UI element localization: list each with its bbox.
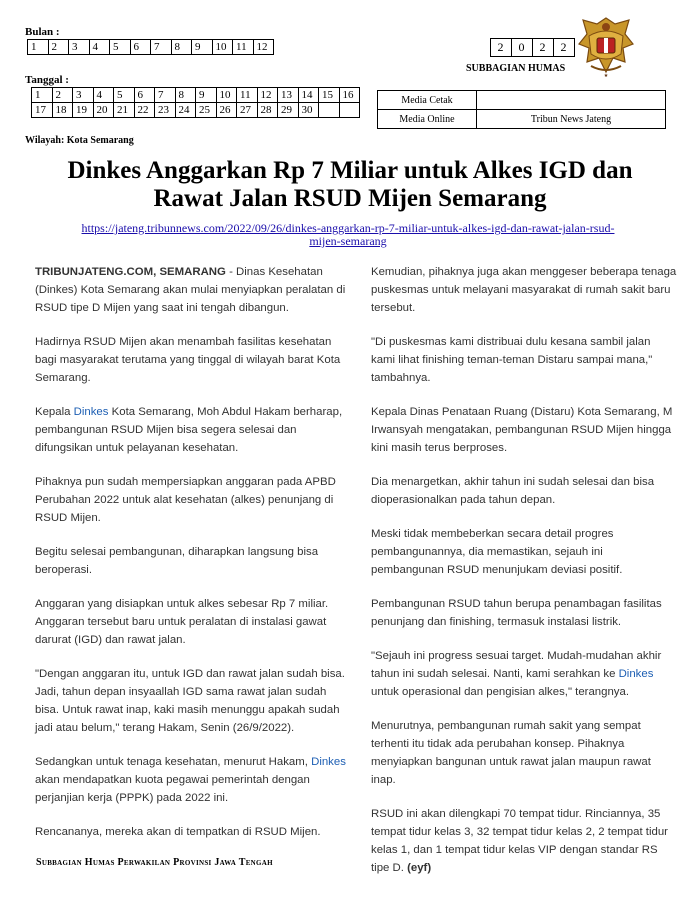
media-online-label: Media Online <box>378 110 477 129</box>
tanggal-label: Tanggal : <box>25 74 69 86</box>
text: Kota Semarang, Moh Abdul Hakam berharap, pembangunan RSUD Mijen bisa segera selesai dan difungsikan untuk pelayanan kesehatan. <box>35 406 343 454</box>
dinkes-link[interactable]: Dinkes <box>311 756 346 768</box>
calendar-cell <box>319 103 340 118</box>
media-cetak-value <box>477 91 666 110</box>
calendar-value: 25 <box>199 104 210 116</box>
paragraph: Anggaran yang disiapkan untuk alkes sebesar Rp 7 miliar. Anggaran tersebut baru untuk peralatan di instalasi gawat darurat (IGD) dan rawat jalan. <box>35 598 329 646</box>
calendar-cell <box>175 88 196 103</box>
paragraph: Rencananya, mereka akan di tempatkan di RSUD Mijen. <box>35 826 321 838</box>
calendar-cell <box>339 103 360 118</box>
calendar-cell <box>130 40 151 55</box>
calendar-value: 23 <box>158 104 169 116</box>
text: untuk operasional dan pengisian alkes," terangnya. <box>371 686 629 698</box>
calendar-cell <box>233 40 254 55</box>
text: Kepala <box>35 406 74 418</box>
day-grid <box>31 87 360 118</box>
calendar-cell <box>32 103 53 118</box>
media-cetak-label: Media Cetak <box>378 91 477 110</box>
article-title <box>40 157 660 213</box>
wilayah-label: Wilayah: Kota Semarang <box>25 135 134 146</box>
calendar-value: 11 <box>236 41 247 53</box>
paragraph: Dia menargetkan, akhir tahun ini sudah selesai dan bisa dioperasionalkan pada tahun depan. <box>371 476 655 506</box>
calendar-value: 24 <box>178 104 190 116</box>
paragraph: "Di puskesmas kami distribuai dulu kesana sambil jalan kami lihat finishing teman-teman Distaru sampai mana," tambahnya. <box>371 336 653 384</box>
media-online-value: Tribun News Jateng <box>477 110 666 129</box>
calendar-cell <box>28 40 49 55</box>
calendar-cell <box>110 40 131 55</box>
paragraph: Begitu selesai pembangunan, diharapkan langsung bisa beroperasi. <box>35 546 319 576</box>
calendar-cell <box>32 88 53 103</box>
svg-text:★: ★ <box>603 73 609 79</box>
calendar-value: 19 <box>76 104 87 116</box>
calendar-cell <box>114 88 135 103</box>
calendar-value: 1 <box>31 41 37 53</box>
paragraph <box>371 805 677 877</box>
calendar-cell <box>69 40 90 55</box>
calendar-cell <box>278 103 299 118</box>
calendar-value: 4 <box>96 89 102 101</box>
year-digit: 0 <box>512 39 533 57</box>
calendar-cell <box>237 103 258 118</box>
calendar-value: 16 <box>342 89 354 101</box>
calendar-cell <box>216 88 237 103</box>
paragraph: Hadirnya RSUD Mijen akan menambah fasilitas kesehatan bagi masyarakat terutama yang tinggal di wilayah barat Kota Semarang. <box>35 336 341 384</box>
calendar-value: 17 <box>35 104 46 116</box>
calendar-value: 21 <box>117 104 128 116</box>
calendar-value: 12 <box>260 89 272 101</box>
calendar-cell <box>73 88 94 103</box>
paragraph: "Dengan anggaran itu, untuk IGD dan rawat jalan sudah bisa. Jadi, tahun depan insyaallah IGD sama rawat jalan sudah bisa. Untuk rawat inap, kaki masih menunggu apakah sudah jadi atau belum," terang Hakam, Senin (26/9/2022). <box>35 668 345 734</box>
media-table <box>377 90 666 129</box>
url-line-2: mijen-semarang <box>309 234 387 248</box>
calendar-cell <box>134 88 155 103</box>
calendar-cell <box>298 88 319 103</box>
year-box <box>490 38 575 57</box>
calendar-cell <box>196 88 217 103</box>
calendar-value: 14 <box>301 89 313 101</box>
dinkes-link[interactable]: Dinkes <box>618 668 654 680</box>
title-line-2: Rawat Jalan RSUD Mijen Semarang <box>153 185 547 212</box>
calendar-value: 29 <box>281 104 292 116</box>
month-grid <box>27 39 274 55</box>
calendar-value: 10 <box>215 41 227 53</box>
calendar-cell <box>151 40 172 55</box>
calendar-cell <box>48 40 69 55</box>
calendar-cell <box>155 103 176 118</box>
calendar-cell <box>114 103 135 118</box>
year-digit: 2 <box>491 39 512 57</box>
paragraph <box>35 753 353 807</box>
paragraph: Pihaknya pun sudah mempersiapkan anggaran pada APBD Perubahan 2022 untuk alat kesehatan (alkes) penunjang di RSUD Mijen. <box>35 476 336 524</box>
calendar-value: 10 <box>219 89 231 101</box>
calendar-cell <box>171 40 192 55</box>
calendar-value: 11 <box>240 89 251 101</box>
calendar-cell <box>253 40 274 55</box>
calendar-value: 3 <box>72 41 78 53</box>
calendar-cell <box>216 103 237 118</box>
calendar-value: 5 <box>117 89 123 101</box>
text: akan mendapatkan kuota pegawai pemerintah dengan perjanjian kerja (PPPK) pada 2022 ini. <box>35 774 310 804</box>
calendar-cell <box>319 88 340 103</box>
calendar-cell <box>52 88 73 103</box>
paragraph <box>35 263 353 317</box>
lead-text: - Dinas Kesehatan (Dinkes) Kota Semarang akan mulai menyiapkan peralatan di RSUD tipe D Mijen yang saat ini tengah dibangun. <box>35 266 346 314</box>
dinkes-link[interactable]: Dinkes <box>73 406 109 418</box>
calendar-value: 9 <box>199 89 205 101</box>
calendar-cell <box>89 40 110 55</box>
title-line-1: Dinkes Anggarkan Rp 7 Miliar untuk Alkes IGD dan <box>67 157 633 184</box>
calendar-value: 15 <box>322 89 333 101</box>
calendar-value: 18 <box>55 104 67 116</box>
calendar-cell <box>257 103 278 118</box>
calendar-cell <box>278 88 299 103</box>
calendar-value: 4 <box>92 41 98 53</box>
calendar-value: 9 <box>195 41 201 53</box>
text: "Sejauh ini progress sesuai target. Mudah-mudahan akhir tahun ini sudah selesai. Nanti, kami serahkan ke <box>371 650 662 680</box>
paragraph: Menurutnya, pembangunan rumah sakit yang sempat terhenti itu tidak ada perubahan konsep. Pihaknya menyiapkan bangunan untuk rawat jalan maupun rawat inap. <box>371 720 651 786</box>
calendar-value: 2 <box>51 41 57 53</box>
calendar-value: 28 <box>260 104 272 116</box>
footer-text: Subbagian Humas Perwakilan Provinsi Jawa Tengah <box>36 857 273 868</box>
calendar-cell <box>257 88 278 103</box>
calendar-value: 6 <box>133 41 139 53</box>
calendar-cell <box>339 88 360 103</box>
garuda-emblem-icon <box>575 14 637 80</box>
calendar-value: 1 <box>35 89 41 101</box>
year-digit: 2 <box>533 39 554 57</box>
calendar-value: 7 <box>154 41 160 53</box>
paragraph: Pembangunan RSUD tahun berupa penambagan fasilitas penunjang dan finishing, termasuk instalasi listrik. <box>371 598 662 628</box>
lead-source: TRIBUNJATENG.COM, SEMARANG <box>35 266 226 278</box>
calendar-value: 26 <box>219 104 231 116</box>
text: Sedangkan untuk tenaga kesehatan, menurut Hakam, <box>35 756 312 768</box>
article-right-column <box>371 263 677 893</box>
calendar-cell <box>237 88 258 103</box>
calendar-cell <box>93 103 114 118</box>
dept-label: SUBBAGIAN HUMAS <box>466 63 566 74</box>
calendar-value: 27 <box>240 104 251 116</box>
calendar-cell <box>155 88 176 103</box>
calendar-cell <box>134 103 155 118</box>
article-left-column <box>35 263 353 857</box>
calendar-value: 12 <box>256 41 268 53</box>
calendar-cell <box>196 103 217 118</box>
calendar-value: 13 <box>281 89 292 101</box>
bulan-label: Bulan : <box>25 26 60 38</box>
year-digit: 2 <box>554 39 575 57</box>
paragraph: Kepala Dinas Penataan Ruang (Distaru) Kota Semarang, M Irwansyah mengatakan, pembangunan RSUD Mijen hingga kini masih terus berproses. <box>371 406 673 454</box>
calendar-cell <box>93 88 114 103</box>
calendar-cell <box>212 40 233 55</box>
calendar-cell <box>298 103 319 118</box>
paragraph: Kemudian, pihaknya juga akan menggeser beberapa tenaga puskesmas untuk melayani masyarakat di rumah sakit baru tersebut. <box>371 266 677 314</box>
author-initials: (eyf) <box>407 862 432 874</box>
calendar-cell <box>52 103 73 118</box>
text: RSUD ini akan dilengkapi 70 tempat tidur. Rinciannya, 35 tempat tidur kelas 3, 32 tempat tidur kelas 2, 2 tempat tidur kelas 1, dan 1 tempat tidur kelas VIP dengan standar RS tipe D. <box>371 808 668 874</box>
paragraph: Meski tidak membeberkan secara detail progres pembangunannya, dia memastikan, sejauh ini pembangunan RSUD menunjukam deviasi positif. <box>371 528 623 576</box>
article-url-link[interactable] <box>30 222 666 248</box>
calendar-cell <box>192 40 213 55</box>
calendar-value: 22 <box>137 104 149 116</box>
calendar-value: 30 <box>301 104 313 116</box>
paragraph <box>371 647 677 701</box>
paragraph <box>35 403 353 457</box>
calendar-cell <box>175 103 196 118</box>
calendar-value: 20 <box>96 104 108 116</box>
url-line-1: https://jateng.tribunnews.com/2022/09/26/dinkes-anggarkan-rp-7-miliar-untuk-alkes-igd-dan-rawat-jalan-rsud- <box>81 221 615 235</box>
calendar-value: 6 <box>137 89 143 101</box>
calendar-value: 2 <box>55 89 61 101</box>
calendar-cell <box>73 103 94 118</box>
calendar-value: 8 <box>178 89 184 101</box>
calendar-value: 5 <box>113 41 119 53</box>
calendar-value: 7 <box>158 89 164 101</box>
calendar-value: 8 <box>174 41 180 53</box>
calendar-value: 3 <box>76 89 82 101</box>
